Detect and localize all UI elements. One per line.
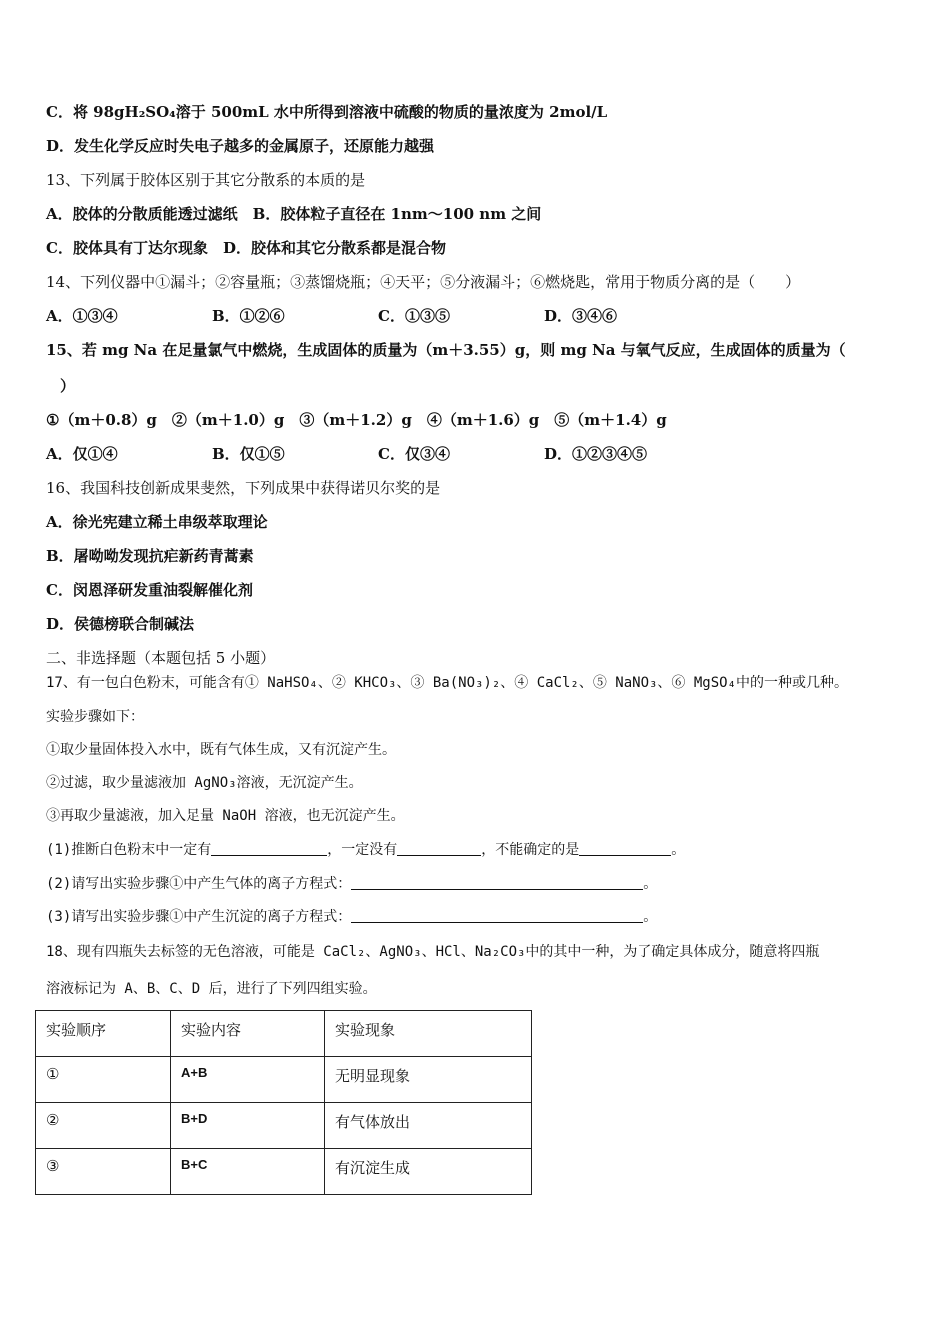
q17-part-1: [46, 840, 685, 860]
q15-option-d: D．①②③④⑤: [544, 445, 648, 463]
table-row: [36, 1103, 532, 1149]
header-phenomenon: 实验现象: [325, 1011, 532, 1057]
q15-option-c: C．仅③④: [378, 445, 450, 463]
answer-blank-precipitate-equation[interactable]: [351, 908, 643, 923]
cell-order: ③: [36, 1149, 171, 1195]
q16-option-b: B．屠呦呦发现抗疟新药青蒿素: [46, 547, 254, 565]
table-row: [36, 1149, 532, 1195]
q17-part-1-c: ，不能确定的是: [481, 842, 580, 858]
q17-step-2: ②过滤，取少量滤液加 AgNO₃溶液，无沉淀产生。: [46, 775, 363, 791]
cell-content: B+C: [171, 1149, 325, 1195]
q16-option-a: A．徐光宪建立稀土串级萃取理论: [46, 513, 268, 531]
answer-blank-uncertain[interactable]: [579, 841, 671, 856]
q16-option-c: C．闵恩泽研发重油裂解催化剂: [46, 581, 253, 599]
q13-options-cd: C．胶体具有丁达尔现象 D．胶体和其它分散系都是混合物: [46, 239, 446, 257]
q15-options: [46, 444, 647, 464]
q12-option-d: D．发生化学反应时失电子越多的金属原子，还原能力越强: [46, 137, 435, 155]
q15-choices: ①（m＋0.8）g ②（m＋1.0）g ③（m＋1.2）g ④（m＋1.6）g ⑤（m＋1.4）g: [46, 411, 667, 429]
q16-stem: 16、我国科技创新成果斐然，下列成果中获得诺贝尔奖的是: [46, 479, 441, 497]
q14-stem: 14、下列仪器中①漏斗；②容量瓶；③蒸馏烧瓶；④天平；⑤分液漏斗；⑥燃烧匙，常用于物质分离的是（ ）: [46, 273, 801, 291]
q15-option-b: B．仅①⑤: [212, 445, 285, 463]
q17-part-1-a: (1)推断白色粉末中一定有: [46, 842, 212, 858]
q17-part-2-end: 。: [643, 876, 658, 892]
answer-blank-gas-equation[interactable]: [351, 875, 643, 890]
q14-option-d: D．③④⑥: [544, 307, 618, 325]
header-order: 实验顺序: [36, 1011, 171, 1057]
q17-steps-title: 实验步骤如下：: [46, 709, 144, 725]
answer-blank-absent[interactable]: [397, 841, 481, 856]
q13-stem: 13、下列属于胶体区别于其它分散系的本质的是: [46, 171, 366, 189]
cell-phenomenon: 无明显现象: [325, 1057, 532, 1103]
q18-stem-line-2: 溶液标记为 A、B、C、D 后，进行了下列四组实验。: [46, 981, 377, 997]
q17-part-1-b: ，一定没有: [327, 842, 398, 858]
q16-option-d: D．侯德榜联合制碱法: [46, 615, 195, 633]
q17-part-3-end: 。: [643, 909, 658, 925]
q17-step-3: ③再取少量滤液，加入足量 NaOH 溶液，也无沉淀产生。: [46, 808, 405, 824]
cell-order: ①: [36, 1057, 171, 1103]
q15-stem: 15、若 mg Na 在足量氯气中燃烧，生成固体的质量为（m＋3.55）g，则 mg Na 与氧气反应，生成固体的质量为（: [46, 341, 846, 359]
header-content: 实验内容: [171, 1011, 325, 1057]
q15-option-a: A．仅①④: [46, 445, 118, 463]
q14-options: [46, 306, 617, 326]
q17-part-2: [46, 874, 657, 894]
q18-stem-line-1: 18、现有四瓶失去标签的无色溶液，可能是 CaCl₂、AgNO₃、HCl、Na₂CO₃中的其中一种，为了确定具体成分，随意将四瓶: [46, 944, 820, 960]
q17-part-3-text: (3)请写出实验步骤①中产生沉淀的离子方程式：: [46, 909, 352, 925]
q15-stem-cont: ）: [60, 377, 76, 395]
cell-content: B+D: [171, 1103, 325, 1149]
q12-option-c: C．将 98gH₂SO₄溶于 500mL 水中所得到溶液中硫酸的物质的量浓度为 2mol/L: [46, 103, 608, 121]
experiment-table: [35, 1010, 532, 1195]
q17-part-1-d: 。: [671, 842, 686, 858]
table-row: [36, 1057, 532, 1103]
answer-blank-definite[interactable]: [211, 841, 327, 856]
q17-part-3: [46, 907, 657, 927]
q13-options-ab: A．胶体的分散质能透过滤纸 B．胶体粒子直径在 1nm～100 nm 之间: [46, 205, 542, 223]
q14-option-c: C．①③⑤: [378, 307, 450, 325]
cell-content: A+B: [171, 1057, 325, 1103]
q17-step-1: ①取少量固体投入水中，既有气体生成，又有沉淀产生。: [46, 742, 396, 758]
q14-option-b: B．①②⑥: [212, 307, 285, 325]
q17-stem: 17、有一包白色粉末，可能含有① NaHSO₄、② KHCO₃、③ Ba(NO₃)₂、④ CaCl₂、⑤ NaNO₃、⑥ MgSO₄中的一种或几种。: [46, 675, 849, 691]
q17-part-2-text: (2)请写出实验步骤①中产生气体的离子方程式：: [46, 876, 352, 892]
cell-order: ②: [36, 1103, 171, 1149]
cell-phenomenon: 有沉淀生成: [325, 1149, 532, 1195]
table-header-row: [36, 1011, 532, 1057]
section-heading: 二、非选择题（本题包括 5 小题）: [46, 649, 276, 667]
q14-option-a: A．①③④: [46, 307, 118, 325]
cell-phenomenon: 有气体放出: [325, 1103, 532, 1149]
